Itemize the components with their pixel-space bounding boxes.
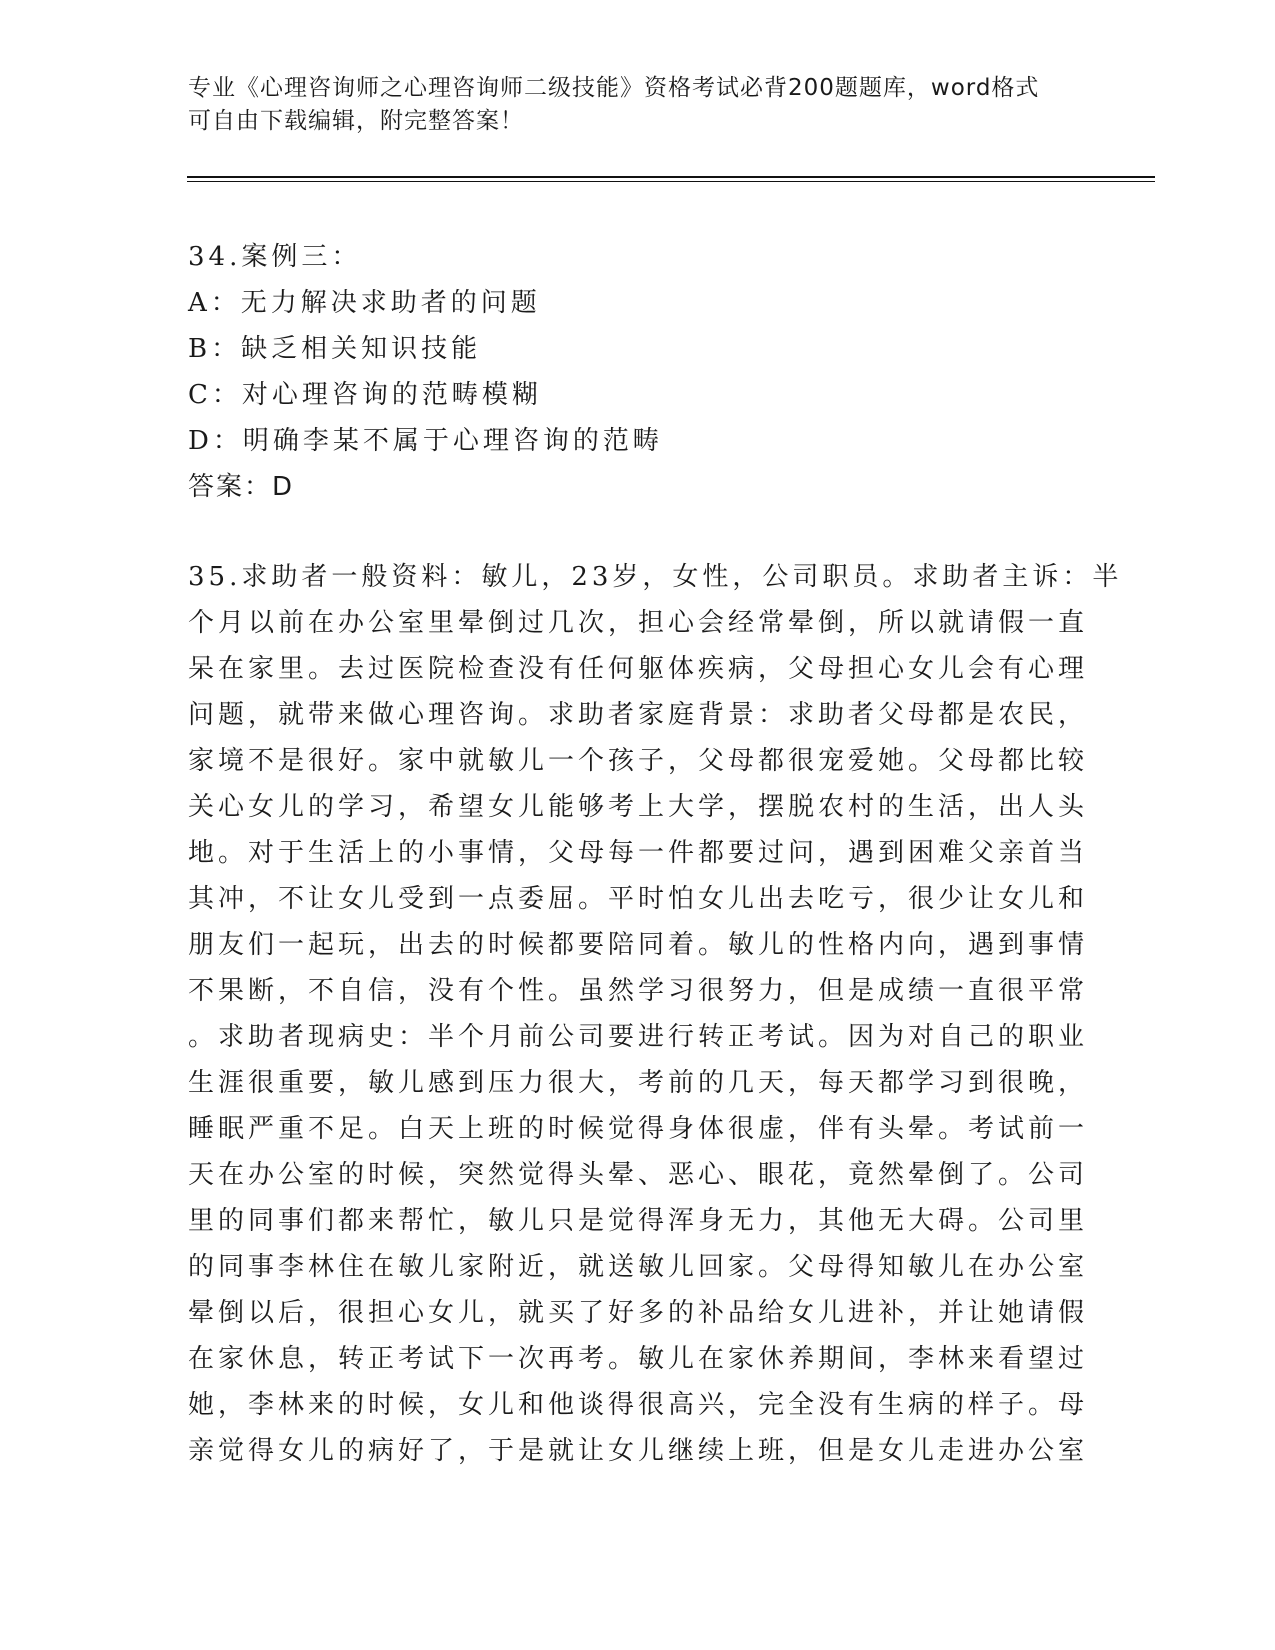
header-divider-thick xyxy=(187,176,1155,178)
page-header xyxy=(188,72,1068,138)
question-text-line: 呆在家里。去过医院检查没有任何躯体疾病，父母担心女儿会有心理 xyxy=(188,654,1089,684)
question-text-line: 个月以前在办公室里晕倒过几次，担心会经常晕倒，所以就请假一直 xyxy=(188,608,1089,638)
question-text-line: 其冲，不让女儿受到一点委屈。平时怕女儿出去吃亏，很少让女儿和 xyxy=(188,884,1089,914)
answer-label: 答案：D xyxy=(188,472,295,502)
question-text-line: 。求助者现病史：半个月前公司要进行转正考试。因为对自己的职业 xyxy=(188,1022,1089,1052)
question-text-line: 晕倒以后，很担心女儿，就买了好多的补品给女儿进补，并让她请假 xyxy=(188,1298,1089,1328)
question-35 xyxy=(188,554,1122,1474)
question-text-line: 的同事李林住在敏儿家附近，就送敏儿回家。父母得知敏儿在办公室 xyxy=(188,1252,1089,1282)
question-text-line: 问题，就带来做心理咨询。求助者家庭背景：求助者父母都是农民， xyxy=(188,700,1089,730)
header-divider-thin xyxy=(187,181,1155,182)
question-title: 34.案例三： xyxy=(188,242,362,272)
question-text-line: 她，李林来的时候，女儿和他谈得很高兴，完全没有生病的样子。母 xyxy=(188,1390,1089,1420)
question-text-line: 在家休息，转正考试下一次再考。敏儿在家休养期间，李林来看望过 xyxy=(188,1344,1089,1374)
question-text-line: 家境不是很好。家中就敏儿一个孩子，父母都很宠爱她。父母都比较 xyxy=(188,746,1089,776)
question-text-line: 睡眠严重不足。白天上班的时候觉得身体很虚，伴有头晕。考试前一 xyxy=(188,1114,1089,1144)
question-text-line: 关心女儿的学习，希望女儿能够考上大学，摆脱农村的生活，出人头 xyxy=(188,792,1089,822)
option-d: D：明确李某不属于心理咨询的范畴 xyxy=(188,426,663,456)
option-c: C：对心理咨询的范畴模糊 xyxy=(188,380,542,410)
question-text-line: 天在办公室的时候，突然觉得头晕、恶心、眼花，竟然晕倒了。公司 xyxy=(188,1160,1089,1190)
question-text-line: 地。对于生活上的小事情，父母每一件都要过问，遇到困难父亲首当 xyxy=(188,838,1089,868)
question-text-line: 35.求助者一般资料：敏儿，23岁，女性，公司职员。求助者主诉：半 xyxy=(188,562,1123,592)
question-text-line: 生涯很重要，敏儿感到压力很大，考前的几天，每天都学习到很晚， xyxy=(188,1068,1089,1098)
header-title-line-1: 专业《心理咨询师之心理咨询师二级技能》资格考试必背200题题库，word格式 xyxy=(188,75,1040,101)
header-title-line-2: 可自由下载编辑，附完整答案！ xyxy=(188,108,524,134)
question-text-line: 不果断，不自信，没有个性。虽然学习很努力，但是成绩一直很平常 xyxy=(188,976,1089,1006)
option-a: A：无力解决求助者的问题 xyxy=(188,288,541,318)
option-b: B：缺乏相关知识技能 xyxy=(188,334,482,364)
question-text-line: 亲觉得女儿的病好了，于是就让女儿继续上班，但是女儿走进办公室 xyxy=(188,1436,1089,1466)
question-34 xyxy=(188,234,663,510)
question-text-line: 里的同事们都来帮忙，敏儿只是觉得浑身无力，其他无大碍。公司里 xyxy=(188,1206,1089,1236)
question-text-line: 朋友们一起玩，出去的时候都要陪同着。敏儿的性格内向，遇到事情 xyxy=(188,930,1089,960)
